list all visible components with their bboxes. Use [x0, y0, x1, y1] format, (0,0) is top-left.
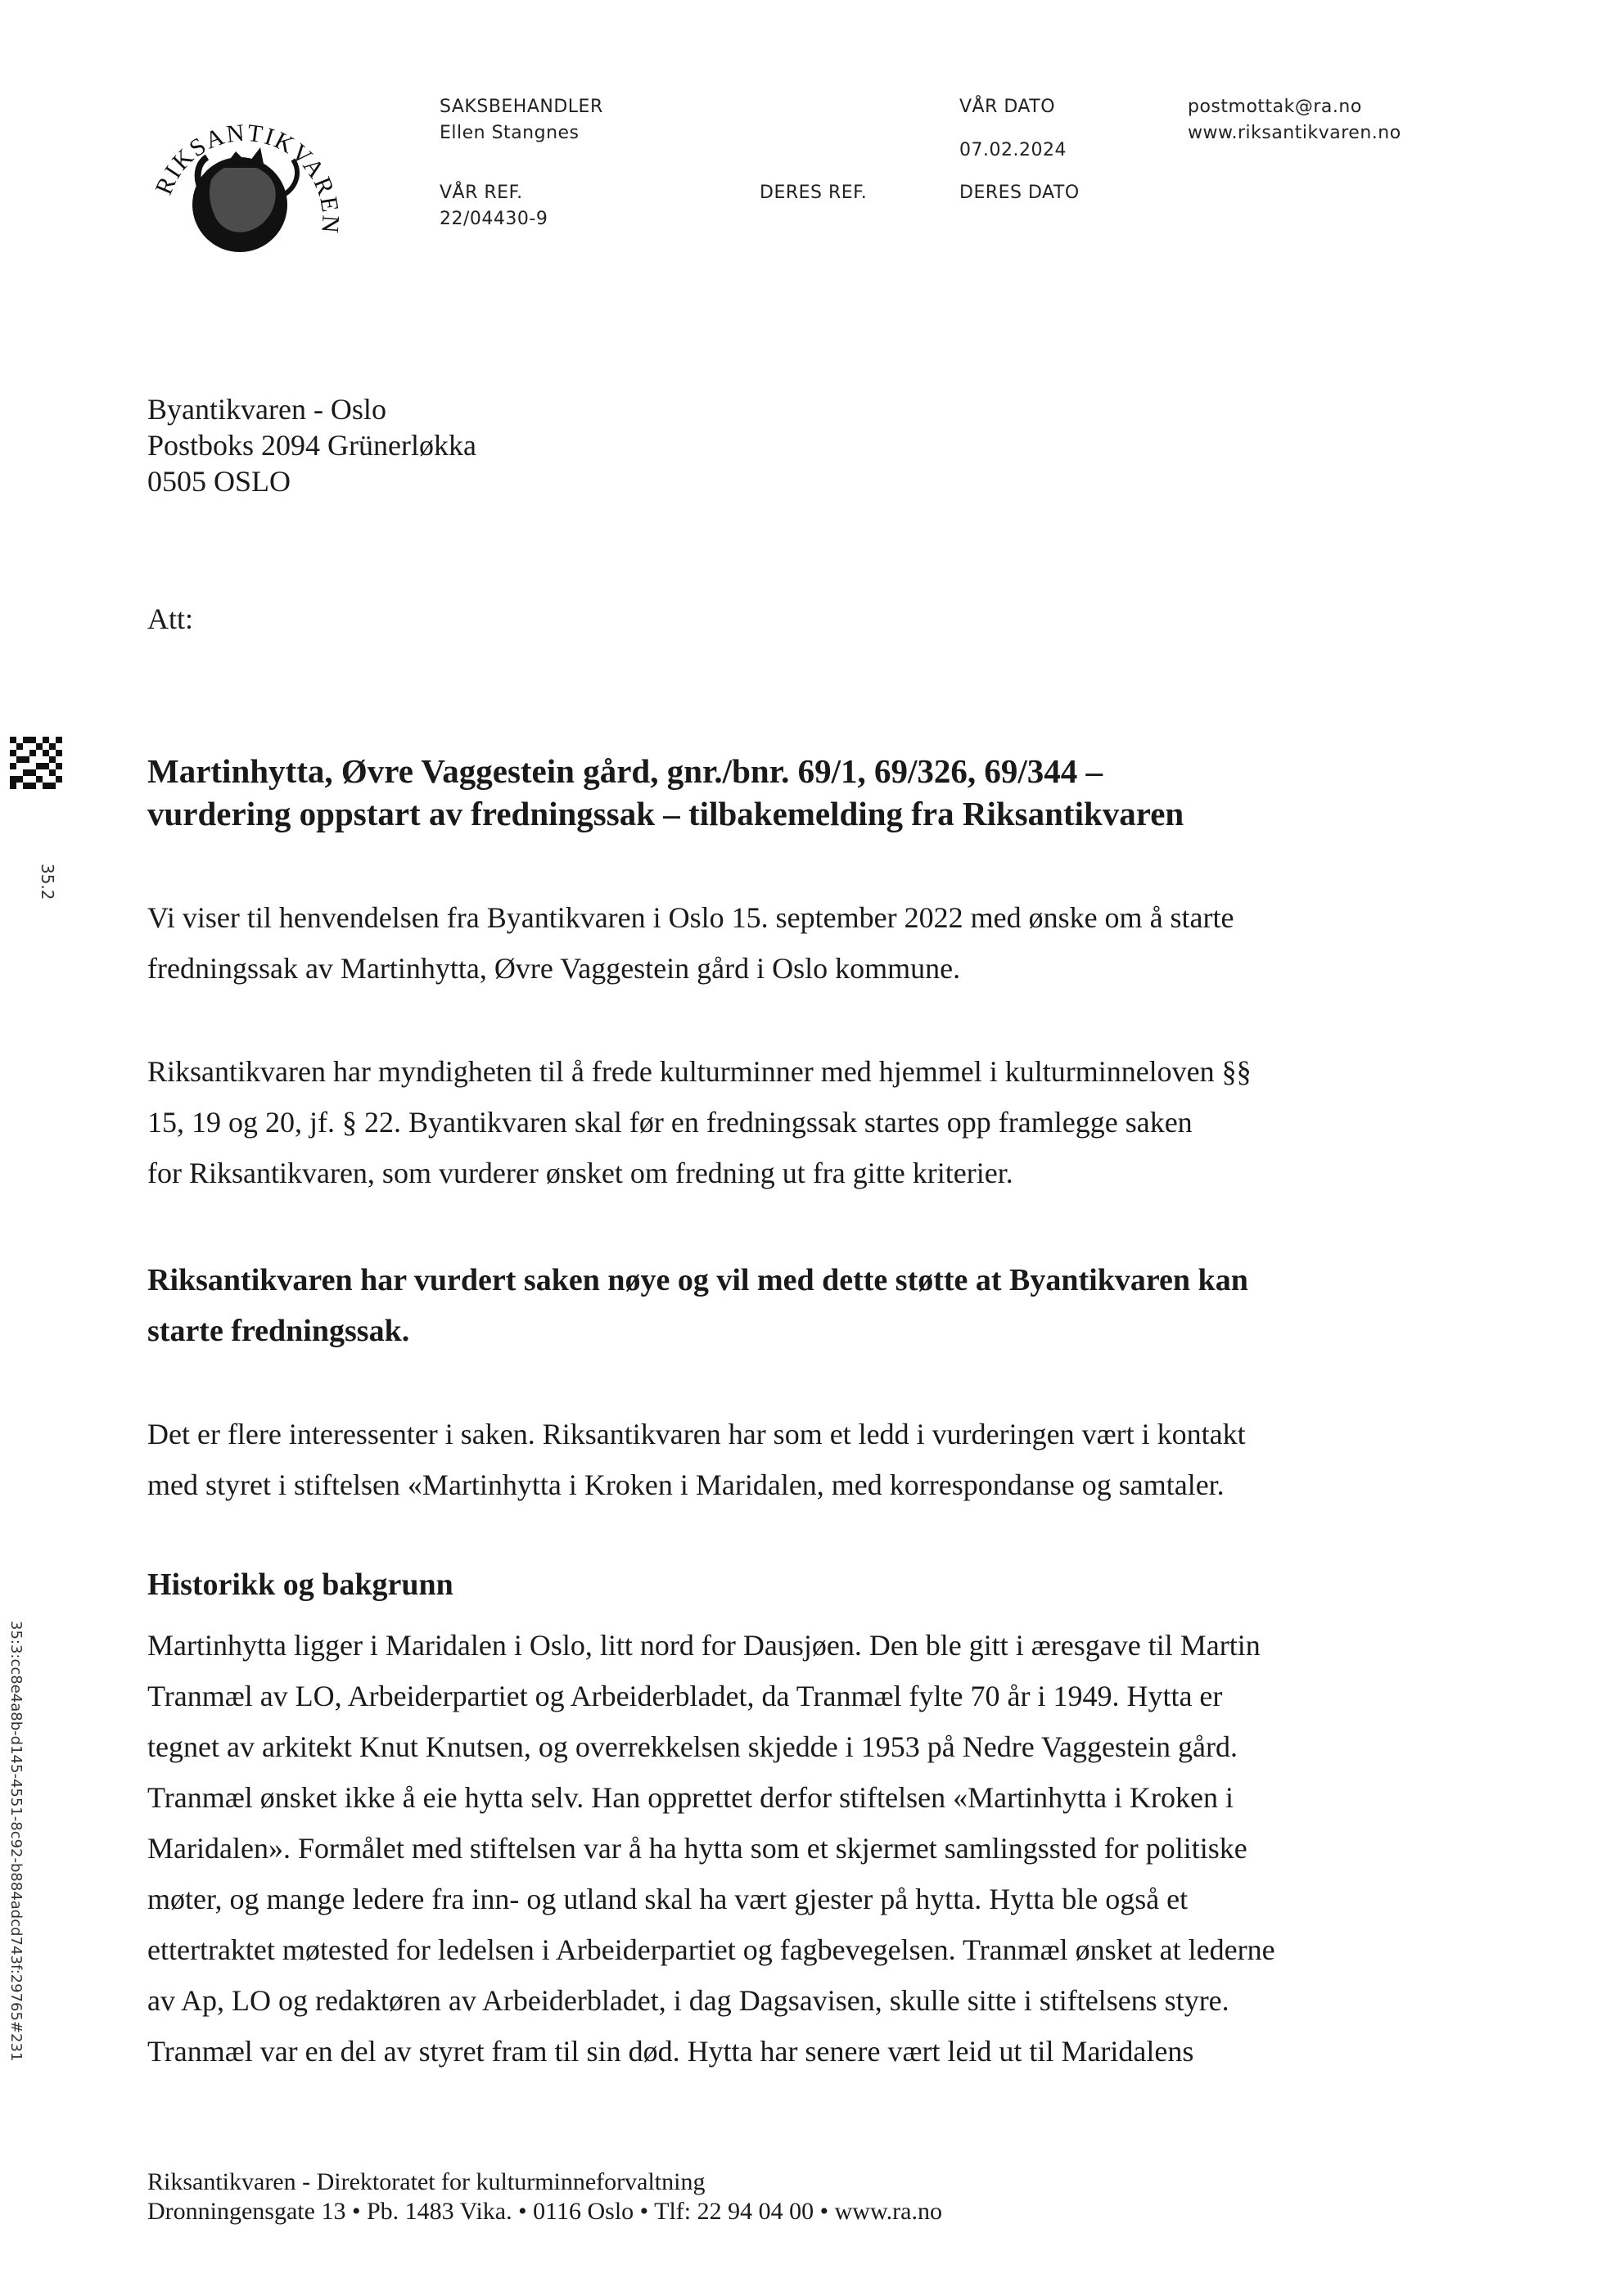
text-line: Riksantikvaren har myndigheten til å frede kulturminner med hjemmel i kulturminneloven §§: [147, 1055, 1252, 1088]
email-link[interactable]: postmottak@ra.no: [1188, 97, 1362, 117]
logo-text: RIKSANTIKVAREN: [150, 119, 345, 236]
recipient-address: [147, 391, 476, 499]
riksantikvaren-logo: [146, 82, 350, 270]
letter-footer: [147, 2167, 942, 2226]
lion-crest-icon: [146, 82, 350, 270]
decision-paragraph: [147, 1255, 1424, 1356]
text-line: ettertraktet møtested for ledelsen i Arbeiderpartiet og fagbevegelsen. Tranmæl ønsket at lederne: [147, 1933, 1275, 1966]
document-code: 35:3:cc8e4a8b-d145-4551-8c92-b884adcd743f:29765#231: [7, 1621, 25, 2062]
text-line: fredningssak av Martinhytta, Øvre Vaggestein gård i Oslo kommune.: [147, 952, 961, 985]
section-heading: Historikk og bakgrunn: [147, 1568, 453, 1602]
paragraph: [147, 1409, 1424, 1510]
text-line: med styret i stiftelsen «Martinhytta i Kroken i Maridalen, med korrespondanse og samtaler.: [147, 1468, 1225, 1501]
paragraph: [147, 1046, 1424, 1198]
page-code: 35.2: [38, 864, 57, 900]
deres-ref-label: DERES REF.: [760, 183, 868, 203]
var-ref-value: 22/04430-9: [440, 209, 548, 229]
address-line: Byantikvaren - Oslo: [147, 393, 386, 426]
footer-contact: Dronningensgate 13 • Pb. 1483 Vika. • 0116 Oslo • Tlf: 22 94 04 00 • www.ra.no: [147, 2198, 942, 2225]
text-line: for Riksantikvaren, som vurderer ønsket om fredning ut fra gitte kriterier.: [147, 1157, 1013, 1189]
paragraph: [147, 892, 1424, 994]
var-dato-value: 07.02.2024: [959, 140, 1067, 160]
deres-dato-label: DERES DATO: [959, 183, 1080, 203]
var-dato-label: VÅR DATO: [959, 97, 1056, 117]
text-line: Tranmæl var en del av styret fram til sin død. Hytta har senere vært leid ut til Maridalens: [147, 2035, 1194, 2068]
text-line: Tranmæl av LO, Arbeiderpartiet og Arbeiderbladet, da Tranmæl fylte 70 år i 1949. Hytta er: [147, 1680, 1223, 1712]
address-line: 0505 OSLO: [147, 465, 291, 498]
text-line: Riksantikvaren har vurdert saken nøye og vil med dette støtte at Byantikvaren kan: [147, 1263, 1248, 1297]
title-line: Martinhytta, Øvre Vaggestein gård, gnr./bnr. 69/1, 69/326, 69/344 –: [147, 752, 1103, 790]
text-line: starte fredningssak.: [147, 1314, 410, 1348]
text-line: Tranmæl ønsket ikke å eie hytta selv. Han opprettet derfor stiftelsen «Martinhytta i Kroken i: [147, 1781, 1234, 1814]
qr-code: [10, 737, 62, 789]
text-line: tegnet av arkitekt Knut Knutsen, og overrekkelsen skjedde i 1953 på Nedre Vaggestein gård.: [147, 1730, 1238, 1763]
footer-org: Riksantikvaren - Direktoratet for kulturminneforvaltning: [147, 2168, 706, 2195]
saksbehandler-label: SAKSBEHANDLER: [440, 97, 603, 117]
letter-title: [147, 750, 1457, 835]
title-line: vurdering oppstart av fredningssak – tilbakemelding fra Riksantikvaren: [147, 795, 1184, 832]
section-body: [147, 1620, 1424, 2077]
address-line: Postboks 2094 Grünerløkka: [147, 429, 476, 462]
saksbehandler-value: Ellen Stangnes: [440, 123, 580, 143]
text-line: møter, og mange ledere fra inn- og utland skal ha vært gjester på hytta. Hytta ble også et: [147, 1883, 1189, 1915]
attention-line: Att:: [147, 602, 194, 635]
var-ref-label: VÅR REF.: [440, 183, 523, 203]
text-line: av Ap, LO og redaktøren av Arbeiderbladet, i dag Dagsavisen, skulle sitte i stiftelsens styre.: [147, 1984, 1229, 2017]
website-link[interactable]: www.riksantikvaren.no: [1188, 123, 1401, 143]
text-line: Vi viser til henvendelsen fra Byantikvaren i Oslo 15. september 2022 med ønske om å starte: [147, 901, 1234, 934]
text-line: Maridalen». Formålet med stiftelsen var å ha hytta som et skjermet samlingssted for politiske: [147, 1832, 1247, 1865]
text-line: 15, 19 og 20, jf. § 22. Byantikvaren skal før en fredningssak startes opp framlegge saken: [147, 1106, 1193, 1139]
text-line: Det er flere interessenter i saken. Riksantikvaren har som et ledd i vurderingen vært i kontakt: [147, 1418, 1246, 1450]
text-line: Martinhytta ligger i Maridalen i Oslo, litt nord for Dausjøen. Den ble gitt i æresgave til Martin: [147, 1629, 1261, 1662]
